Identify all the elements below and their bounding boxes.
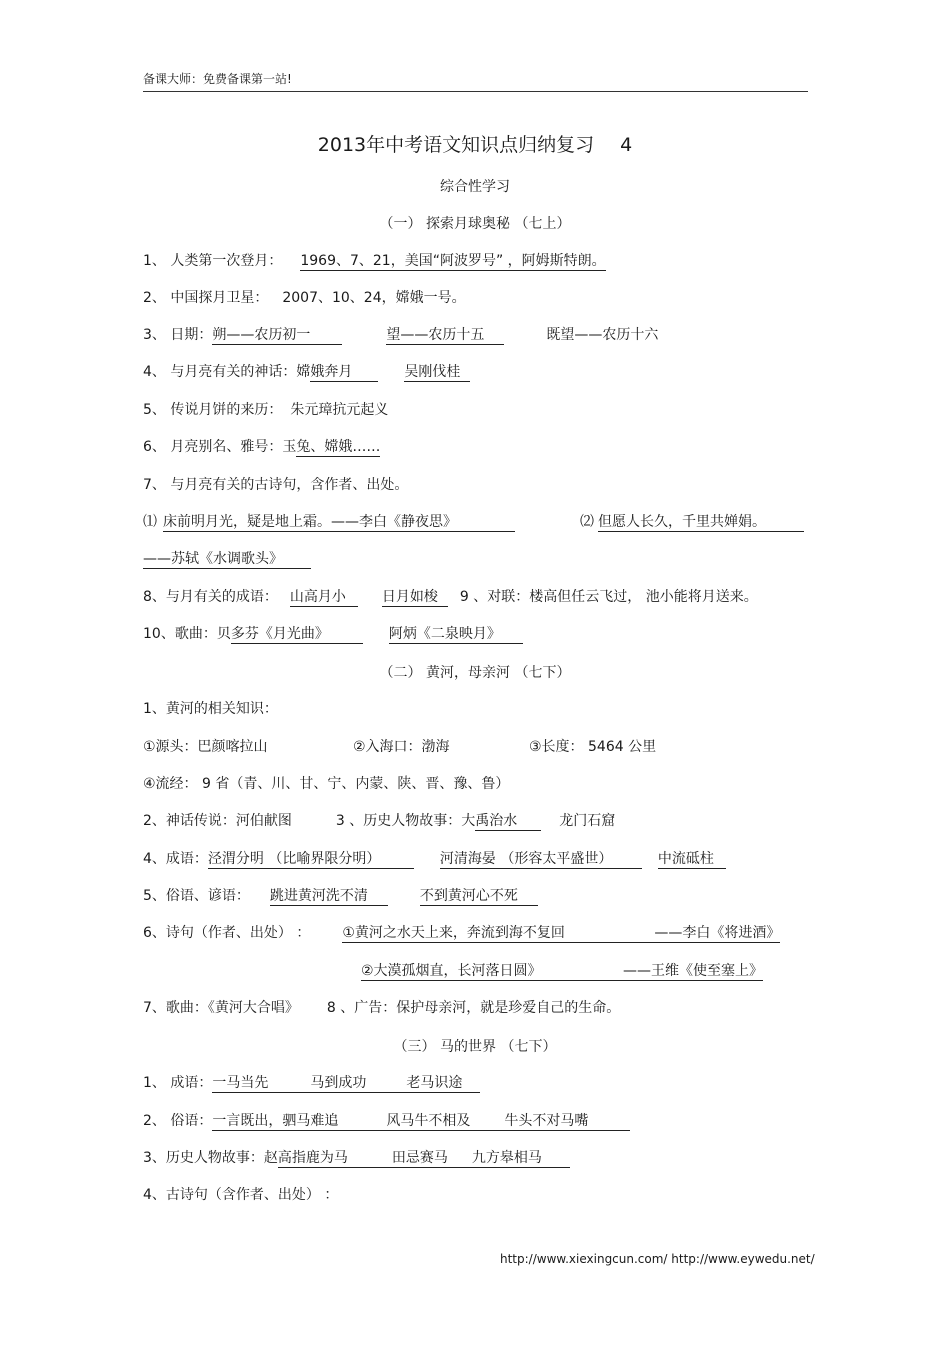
s1-item5: 5、 传说月饼的来历： 朱元璋抗元起义	[143, 402, 389, 418]
section3-heading: （三） 马的世界 （七下）	[393, 1039, 557, 1055]
s1-item6: 6、 月亮别名、雅号：玉兔、嫦娥……	[143, 439, 381, 455]
section1-heading: （一） 探索月球奥秘 （七上）	[379, 216, 571, 232]
s3-item4: 4、古诗句（含作者、出处） ：	[143, 1187, 339, 1203]
s1-item4: 4、 与月亮有关的神话：嫦娥奔月 吴刚伐桂	[143, 363, 470, 382]
s1-item9: 9 、对联：楼高但任云飞过， 池小能将月送来。	[459, 589, 758, 605]
s2-item4: 4、成语：泾渭分明 （比喻界限分明） 河清海晏 （形容太平盛世） 中流砥柱	[143, 850, 726, 869]
s1-item1: 1、 人类第一次登月： 1969、7、21，美国“阿波罗号” ，阿姆斯特朗。	[143, 253, 606, 269]
s1-item8: 8、与月有关的成语： 山高月小 日月如梭 9 、对联：楼高但任云飞过， 池小能将月送来。	[143, 589, 758, 605]
title-number: 4	[620, 134, 633, 156]
s1-item7-poem1: ⑴ 床前明月光，疑是地上霜。——李白《静夜思》	[143, 513, 515, 532]
s3-item2: 2、 俗语：一言既出，驷马难追 风马牛不相及 牛头不对马嘴	[143, 1112, 630, 1131]
subtitle: 综合性学习	[440, 179, 510, 195]
s2-row2: ④流经： 9 省（青、川、甘、宁、内蒙、陕、晋、豫、鲁）	[143, 776, 510, 792]
header-site-text: 备课大师：免费备课第一站!	[143, 72, 292, 86]
footer-links: http://www.xiexingcun.com/ http://www.eywedu.net/	[500, 1252, 815, 1266]
s1-item7-poem2-author: ——苏轼《水调歌头》	[143, 550, 311, 569]
s2-item5: 5、俗语、谚语： 跳进黄河洗不清 不到黄河心不死	[143, 887, 538, 906]
s3-item1: 1、 成语：一马当先 马到成功 老马识途	[143, 1074, 480, 1093]
header-rule	[143, 91, 808, 92]
s2-item6: 6、诗句（作者、出处） ： ①黄河之水天上来，奔流到海不复回 ——李白《将进酒》	[143, 925, 781, 941]
s1-item10: 10、歌曲：贝多芬《月光曲》 阿炳《二泉映月》	[143, 625, 523, 644]
page-title	[0, 130, 950, 157]
s2-item1: 1、黄河的相关知识：	[143, 701, 278, 717]
title-text: 2013年中考语文知识点归纳复习	[317, 134, 595, 156]
s2-item2: 2、神话传说：河伯献图 3 、历史人物故事：大禹治水 龙门石窟	[143, 813, 616, 829]
s1-item7-poem2: ⑵ 但愿人长久，千里共婵娟。	[580, 513, 804, 532]
s3-item3: 3、历史人物故事：赵高指鹿为马 田忌赛马 九方皋相马	[143, 1149, 570, 1168]
s2-item7: 7、歌曲：《黄河大合唱》 8 、广告：保护母亲河，就是珍爱自己的生命。	[143, 1000, 621, 1016]
s2-item6-poem2: ②大漠孤烟直，长河落日圆》 ——王维《使至塞上》	[361, 963, 763, 979]
s2-row1: ①源头：巴颜喀拉山 ②入海口：渤海 ③长度： 5464 公里	[143, 739, 657, 755]
s1-item7: 7、 与月亮有关的古诗句，含作者、出处。	[143, 477, 409, 493]
s1-item3: 3、 日期：朔——农历初一 望——农历十五 既望——农历十六	[143, 327, 659, 343]
section2-heading: （二） 黄河，母亲河 （七下）	[379, 665, 571, 681]
s1-item2: 2、 中国探月卫星： 2007、10、24，嫦娥一号。	[143, 290, 466, 306]
